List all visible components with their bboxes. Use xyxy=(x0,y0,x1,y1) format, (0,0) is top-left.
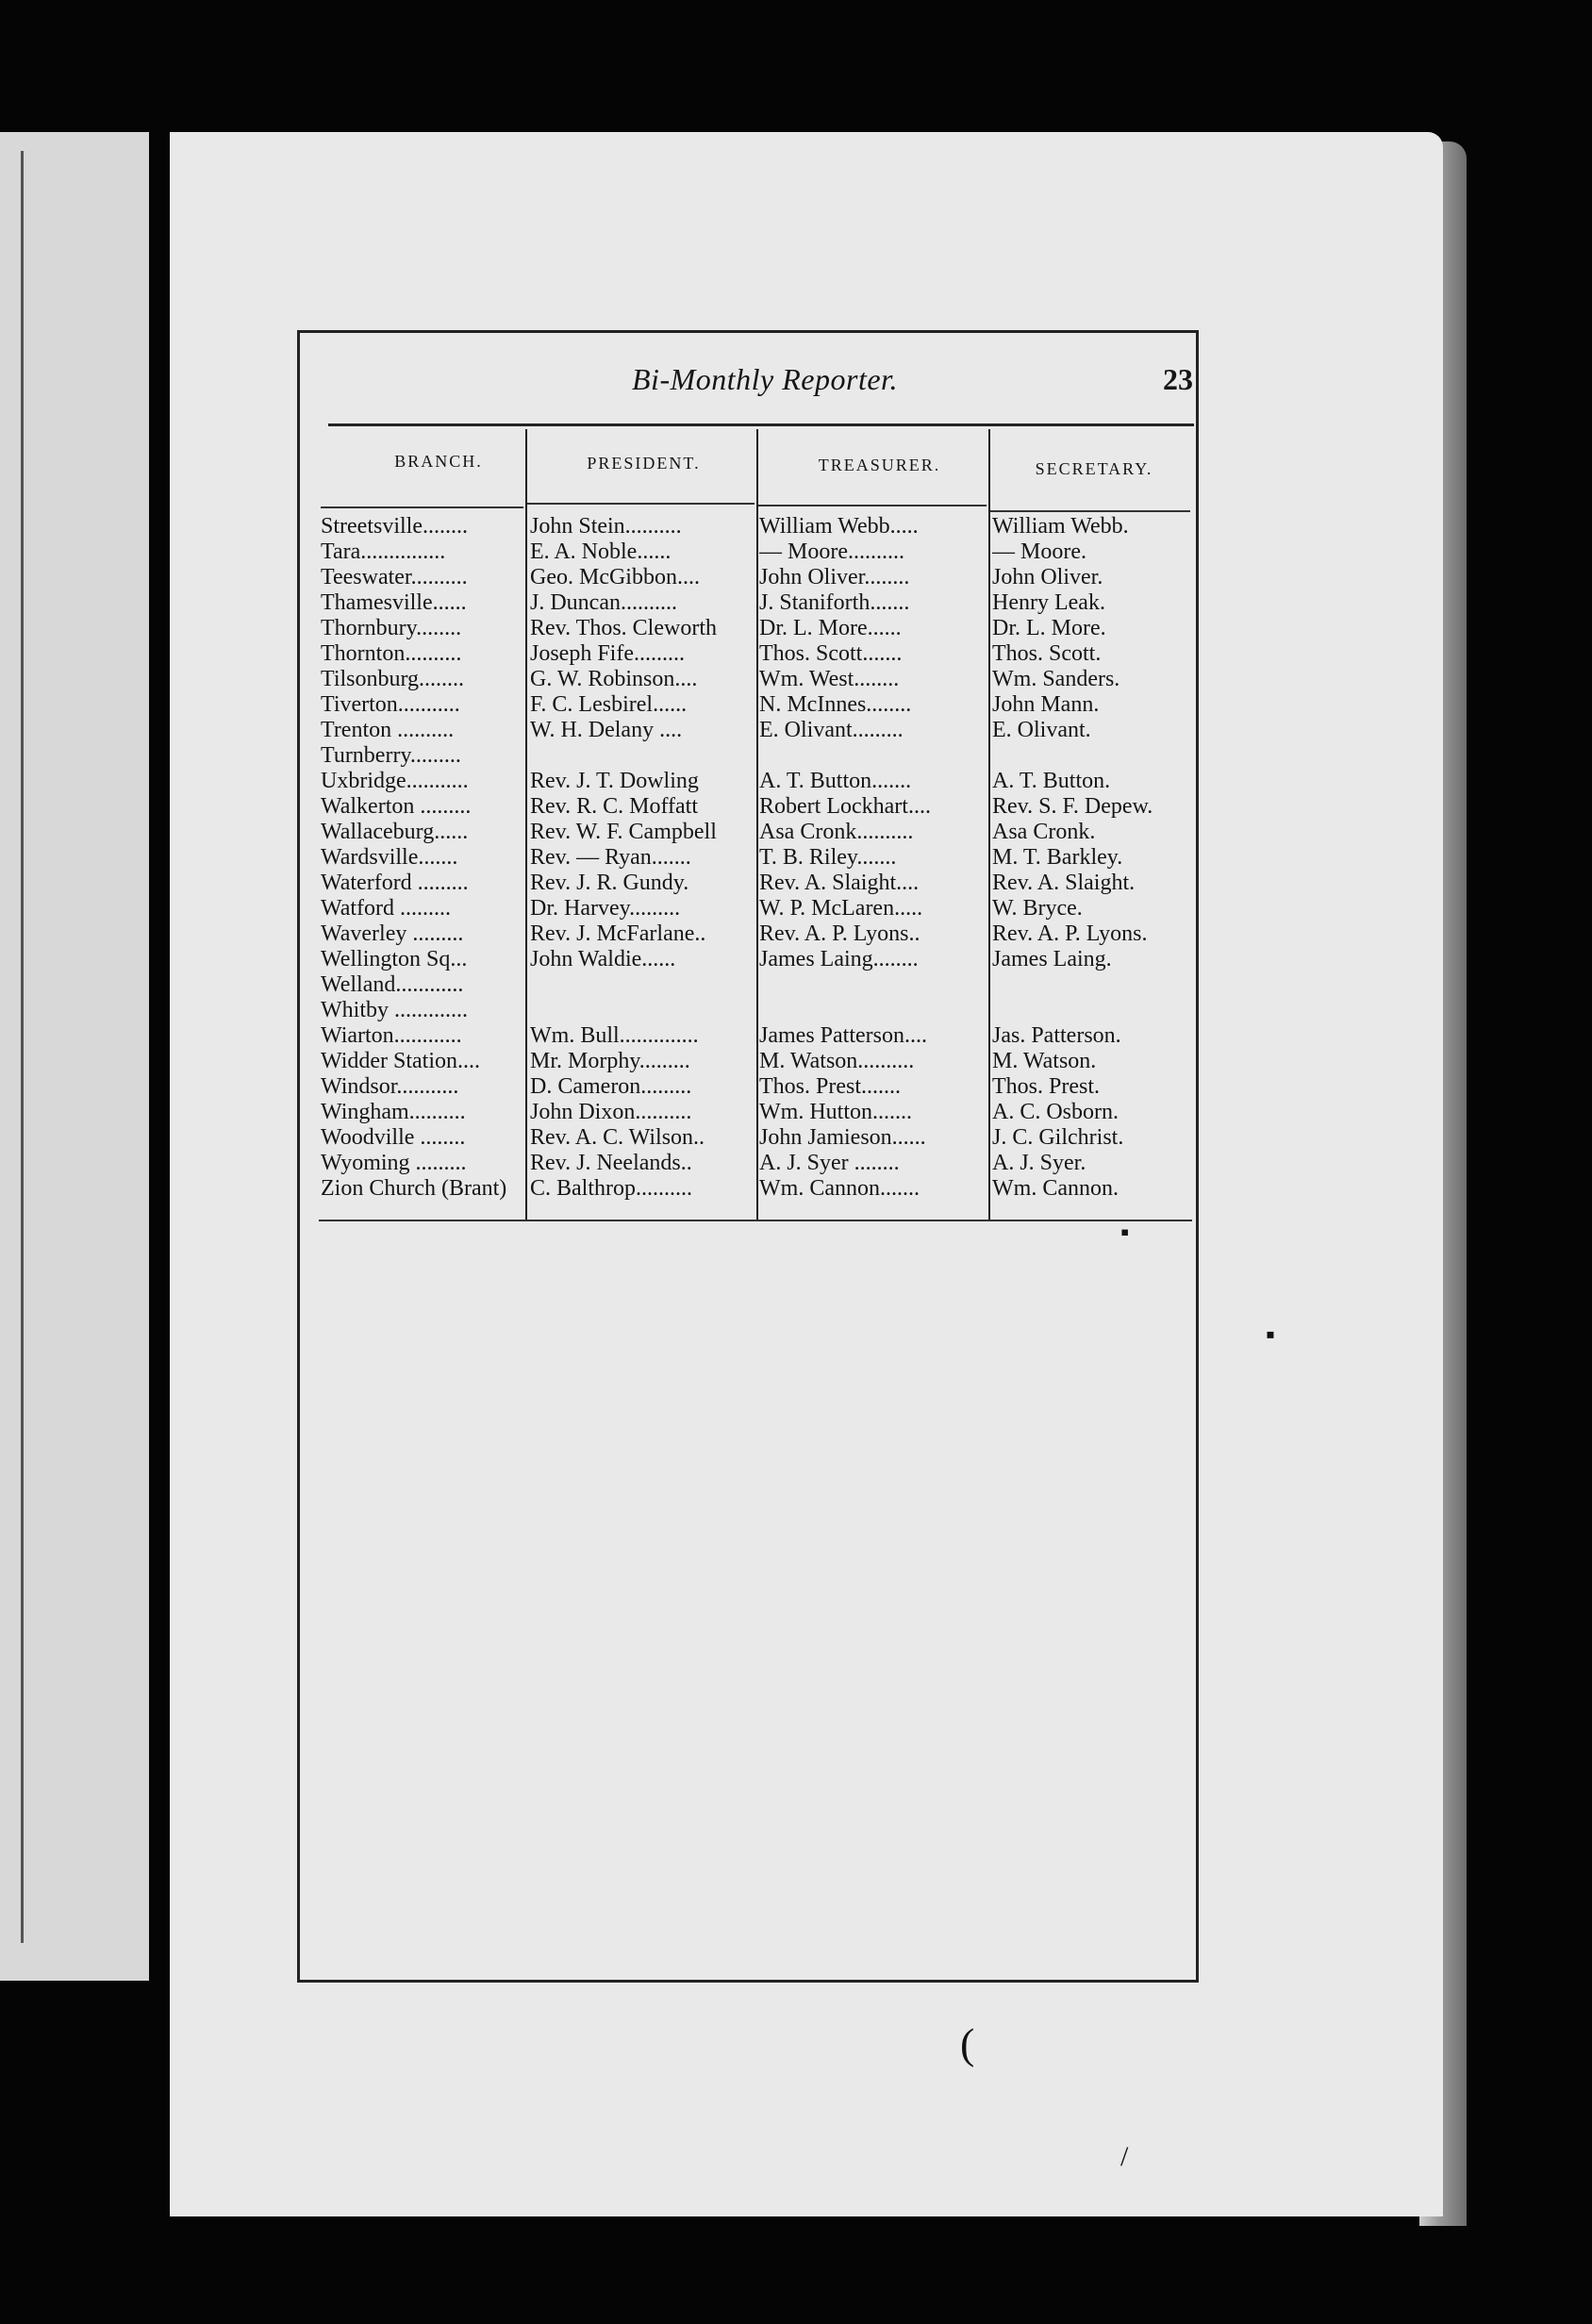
secretary-cell: E. Olivant. xyxy=(992,718,1091,742)
treasurer-cell: William Webb..... xyxy=(759,514,919,539)
branch-cell: Wellington Sq... xyxy=(321,947,468,971)
president-cell: Rev. Thos. Cleworth xyxy=(530,616,717,640)
branch-cell: Thornton.......... xyxy=(321,641,462,666)
secretary-cell: W. Bryce. xyxy=(992,896,1083,921)
secretary-cell: M. Watson. xyxy=(992,1049,1097,1073)
book-gutter xyxy=(149,113,170,2282)
table-row xyxy=(316,1023,1193,1050)
treasurer-cell: Rev. A. Slaight.... xyxy=(759,871,920,895)
branch-cell: Streetsville........ xyxy=(321,514,468,539)
branch-cell: Waverley ......... xyxy=(321,921,464,946)
treasurer-cell: A. J. Syer ........ xyxy=(759,1151,900,1175)
column-header-branch: BRANCH. xyxy=(394,452,483,471)
secretary-cell: Thos. Scott. xyxy=(992,641,1102,666)
secretary-cell: Rev. A. P. Lyons. xyxy=(992,921,1148,946)
table-row xyxy=(316,998,1193,1024)
table-row xyxy=(316,845,1193,872)
branch-cell: Widder Station.... xyxy=(321,1049,481,1073)
column-header-secretary: SECRETARY. xyxy=(1035,459,1153,478)
secretary-cell: Dr. L. More. xyxy=(992,616,1106,640)
treasurer-cell: A. T. Button....... xyxy=(759,769,912,793)
officers-table xyxy=(316,429,1193,1201)
president-cell: C. Balthrop.......... xyxy=(530,1176,692,1201)
treasurer-cell: W. P. McLaren..... xyxy=(759,896,923,921)
branch-cell: Walkerton ......... xyxy=(321,794,472,819)
table-row xyxy=(316,972,1193,999)
branch-cell: Windsor........... xyxy=(321,1074,459,1099)
running-header xyxy=(321,358,1193,406)
table-row xyxy=(316,769,1193,795)
secretary-cell: A. J. Syer. xyxy=(992,1151,1086,1175)
pencil-mark: / xyxy=(1120,2141,1129,2172)
running-title: Bi-Monthly Reporter. xyxy=(632,362,898,396)
secretary-cell: Rev. S. F. Depew. xyxy=(992,794,1153,819)
table-row xyxy=(316,1100,1193,1126)
table-row xyxy=(316,667,1193,693)
column-header-treasurer: TREASURER. xyxy=(818,456,941,474)
table-row xyxy=(316,718,1193,744)
branch-cell: Wallaceburg...... xyxy=(321,820,469,844)
table-row xyxy=(316,590,1193,617)
president-cell: Rev. J. Neelands.. xyxy=(530,1151,692,1175)
secretary-cell: Henry Leak. xyxy=(992,590,1105,615)
president-cell: Rev. W. F. Campbell xyxy=(530,820,717,844)
branch-cell: Turnberry......... xyxy=(321,743,461,768)
branch-cell: Teeswater.......... xyxy=(321,565,468,589)
secretary-cell: Rev. A. Slaight. xyxy=(992,871,1136,895)
column-headers xyxy=(316,429,1193,508)
branch-cell: Wyoming ......... xyxy=(321,1151,467,1175)
branch-cell: Wiarton............ xyxy=(321,1023,462,1048)
secretary-cell: A. C. Osborn. xyxy=(992,1100,1119,1124)
branch-cell: Watford ......... xyxy=(321,896,452,921)
table-row xyxy=(316,692,1193,719)
branch-cell: Trenton .......... xyxy=(321,718,455,742)
president-cell: J. Duncan.......... xyxy=(530,590,677,615)
president-cell: Mr. Morphy......... xyxy=(530,1049,690,1073)
table-row xyxy=(316,1074,1193,1101)
secretary-cell: — Moore. xyxy=(992,540,1086,564)
treasurer-cell: Rev. A. P. Lyons.. xyxy=(759,921,920,946)
table-row xyxy=(316,921,1193,948)
president-cell: Rev. J. McFarlane.. xyxy=(530,921,706,946)
table-row xyxy=(316,947,1193,973)
president-cell: F. C. Lesbirel...... xyxy=(530,692,688,717)
president-cell: Wm. Bull.............. xyxy=(530,1023,699,1048)
secretary-cell: Jas. Patterson. xyxy=(992,1023,1121,1048)
column-header-president: PRESIDENT. xyxy=(587,454,701,473)
treasurer-cell: Wm. Cannon....... xyxy=(759,1176,920,1201)
branch-cell: Tiverton........... xyxy=(321,692,460,717)
president-cell: John Waldie...... xyxy=(530,947,676,971)
table-row xyxy=(316,1176,1193,1203)
branch-cell: Wingham.......... xyxy=(321,1100,466,1124)
table-row xyxy=(316,565,1193,591)
table-row xyxy=(316,896,1193,922)
president-cell: Geo. McGibbon.... xyxy=(530,565,700,589)
table-bottom-rule xyxy=(319,1220,1192,1221)
treasurer-cell: N. McInnes........ xyxy=(759,692,912,717)
branch-cell: Waterford ......... xyxy=(321,871,469,895)
secretary-cell: John Mann. xyxy=(992,692,1100,717)
president-cell: John Dixon.......... xyxy=(530,1100,692,1124)
header-rule xyxy=(328,423,1194,426)
branch-cell: Whitby ............. xyxy=(321,998,468,1022)
table-row xyxy=(316,641,1193,668)
branch-cell: Wardsville....... xyxy=(321,845,458,870)
president-cell: Rev. J. R. Gundy. xyxy=(530,871,689,895)
header-underline xyxy=(527,503,755,505)
secretary-cell: Wm. Cannon. xyxy=(992,1176,1119,1201)
secretary-cell: J. C. Gilchrist. xyxy=(992,1125,1124,1150)
table-row xyxy=(316,1049,1193,1075)
treasurer-cell: James Patterson.... xyxy=(759,1023,927,1048)
facing-page xyxy=(0,132,162,1981)
branch-cell: Tilsonburg........ xyxy=(321,667,465,691)
treasurer-cell: Dr. L. More...... xyxy=(759,616,902,640)
table-row xyxy=(316,616,1193,642)
treasurer-cell: M. Watson.......... xyxy=(759,1049,915,1073)
branch-cell: Thornbury........ xyxy=(321,616,462,640)
branch-cell: Woodville ........ xyxy=(321,1125,466,1150)
pencil-mark: ( xyxy=(960,2019,975,2067)
secretary-cell: John Oliver. xyxy=(992,565,1103,589)
president-cell: Dr. Harvey......... xyxy=(530,896,681,921)
table-row xyxy=(316,743,1193,770)
secretary-cell: M. T. Barkley. xyxy=(992,845,1123,870)
table-row xyxy=(316,794,1193,821)
table-row xyxy=(316,1125,1193,1152)
president-cell: G. W. Robinson.... xyxy=(530,667,698,691)
branch-cell: Uxbridge........... xyxy=(321,769,469,793)
secretary-cell: James Laing. xyxy=(992,947,1112,971)
facing-page-fold xyxy=(21,151,24,1943)
table-row xyxy=(316,1151,1193,1177)
table-row xyxy=(316,540,1193,566)
pencil-mark: ▪ xyxy=(1266,1320,1275,1350)
secretary-cell: William Webb. xyxy=(992,514,1129,539)
table-row xyxy=(316,820,1193,846)
president-cell: E. A. Noble...... xyxy=(530,540,672,564)
treasurer-cell: Asa Cronk.......... xyxy=(759,820,914,844)
treasurer-cell: John Jamieson...... xyxy=(759,1125,926,1150)
treasurer-cell: James Laing........ xyxy=(759,947,919,971)
header-underline xyxy=(758,505,987,506)
secretary-cell: Asa Cronk. xyxy=(992,820,1096,844)
president-cell: Rev. A. C. Wilson.. xyxy=(530,1125,705,1150)
president-cell: D. Cameron......... xyxy=(530,1074,692,1099)
branch-cell: Zion Church (Brant) xyxy=(321,1176,507,1201)
secretary-cell: A. T. Button. xyxy=(992,769,1111,793)
branch-cell: Tara............... xyxy=(321,540,446,564)
treasurer-cell: — Moore.......... xyxy=(759,540,904,564)
treasurer-cell: Thos. Scott....... xyxy=(759,641,903,666)
table-row xyxy=(316,514,1193,540)
president-cell: John Stein.......... xyxy=(530,514,682,539)
branch-cell: Welland............ xyxy=(321,972,464,997)
header-underline xyxy=(321,506,523,508)
secretary-cell: Wm. Sanders. xyxy=(992,667,1120,691)
secretary-cell: Thos. Prest. xyxy=(992,1074,1100,1099)
treasurer-cell: J. Staniforth....... xyxy=(759,590,910,615)
treasurer-cell: Wm. West........ xyxy=(759,667,900,691)
treasurer-cell: T. B. Riley....... xyxy=(759,845,897,870)
treasurer-cell: Robert Lockhart.... xyxy=(759,794,931,819)
treasurer-cell: Wm. Hutton....... xyxy=(759,1100,912,1124)
page-number: 23 xyxy=(1163,362,1193,396)
table-row xyxy=(316,871,1193,897)
president-cell: Joseph Fife......... xyxy=(530,641,685,666)
president-cell: W. H. Delany .... xyxy=(530,718,683,742)
treasurer-cell: Thos. Prest....... xyxy=(759,1074,901,1099)
header-underline xyxy=(990,510,1190,512)
branch-cell: Thamesville...... xyxy=(321,590,467,615)
president-cell: Rev. J. T. Dowling xyxy=(530,769,699,793)
treasurer-cell: John Oliver........ xyxy=(759,565,910,589)
pencil-mark: ▪ xyxy=(1120,1219,1130,1246)
president-cell: Rev. R. C. Moffatt xyxy=(530,794,698,819)
treasurer-cell: E. Olivant......... xyxy=(759,718,904,742)
president-cell: Rev. — Ryan....... xyxy=(530,845,691,870)
